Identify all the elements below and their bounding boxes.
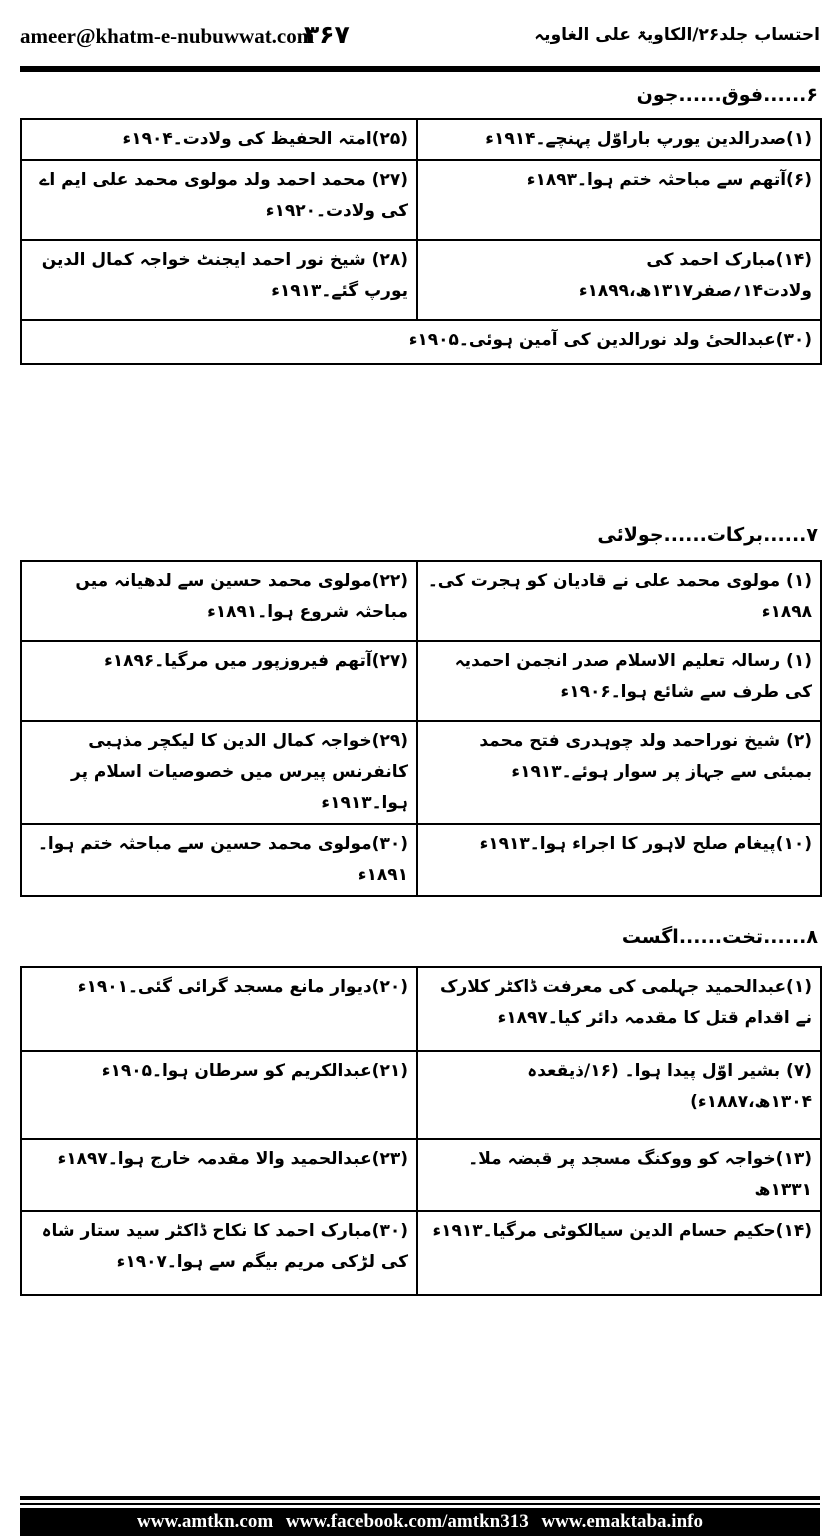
table-cell: (۷) بشیر اوّل پیدا ہوا۔ (۱۶/ذیقعدہ ۱۳۰۴ھ،۱۸۸۷ء)	[417, 1051, 821, 1139]
table-cell: (۲۰)دیوار مانع مسجد گرائی گئی۔۱۹۰۱ء	[21, 967, 417, 1051]
table-june	[20, 118, 822, 365]
table-cell: (۱)عبدالحمید جہلمی کی معرفت ڈاکٹر کلارک نے اقدام قتل کا مقدمہ دائر کیا۔۱۸۹۷ء	[417, 967, 821, 1051]
table-row	[21, 320, 821, 364]
table-cell: (۱)صدرالدین یورپ باراوّل پہنچے۔۱۹۱۴ء	[417, 119, 821, 160]
table-cell: (۲) شیخ نوراحمد ولد چوہدری فتح محمد بمبئی سے جہاز پر سوار ہوئے۔۱۹۱۳ء	[417, 721, 821, 824]
page-header	[20, 22, 820, 56]
table-row	[21, 967, 821, 1051]
table-row	[21, 721, 821, 824]
footer-links[interactable]: www.amtkn.com www.facebook.com/amtkn313 www.emaktaba.info	[20, 1508, 820, 1536]
table-cell: (۲۱)عبدالکریم کو سرطان ہوا۔۱۹۰۵ء	[21, 1051, 417, 1139]
table-cell: (۲۸) شیخ نور احمد ایجنٹ خواجہ کمال الدین یورپ گئے۔۱۹۱۳ء	[21, 240, 417, 320]
table-cell: (۱۳)خواجہ کو ووکنگ مسجد پر قبضہ ملا۔۱۳۳۱ھ	[417, 1139, 821, 1211]
table-row	[21, 1139, 821, 1211]
table-cell: (۱) رسالہ تعلیم الاسلام صدر انجمن احمدیہ کی طرف سے شائع ہوا۔۱۹۰۶ء	[417, 641, 821, 721]
table-august	[20, 966, 822, 1296]
table-row	[21, 1211, 821, 1295]
email-address[interactable]: ameer@khatm-e-nubuwwat.com	[20, 24, 315, 48]
table-row	[21, 240, 821, 320]
table-cell: (۱) مولوی محمد علی نے قادیان کو ہجرت کی۔ ۱۸۹۸ء	[417, 561, 821, 641]
header-rule	[20, 66, 820, 72]
footer-rule-thin	[20, 1503, 820, 1505]
table-row	[21, 160, 821, 240]
table-row	[21, 561, 821, 641]
table-cell: (۲۲)مولوی محمد حسین سے لدھیانہ میں مباحثہ شروع ہوا۔۱۸۹۱ء	[21, 561, 417, 641]
table-cell: (۱۰)پیغام صلح لاہور کا اجراء ہوا۔۱۹۱۳ء	[417, 824, 821, 896]
table-cell: (۱۴)حکیم حسام الدین سیالکوٹی مرگیا۔۱۹۱۳ء	[417, 1211, 821, 1295]
table-cell: (۳۰)مولوی محمد حسین سے مباحثہ ختم ہوا۔۱۸۹۱ء	[21, 824, 417, 896]
table-cell: (۲۷)آتھم فیروزپور میں مرگیا۔۱۸۹۶ء	[21, 641, 417, 721]
table-row	[21, 119, 821, 160]
table-cell: (۲۳)عبدالحمید والا مقدمہ خارج ہوا۔۱۸۹۷ء	[21, 1139, 417, 1211]
table-july	[20, 560, 822, 897]
book-title: احتساب جلد۲۶/الکاویۃ علی الغاویہ	[534, 25, 820, 45]
table-cell: (۲۷) محمد احمد ولد مولوی محمد علی ایم اے کی ولادت۔۱۹۲۰ء	[21, 160, 417, 240]
section-title-august: ۸......تخت......اگست	[621, 926, 818, 948]
table-cell: (۲۹)خواجہ کمال الدین کا لیکچر مذہبی کانفرنس پیرس میں خصوصیات اسلام پر ہوا۔۱۹۱۳ء	[21, 721, 417, 824]
table-cell-full: (۳۰)عبدالحیٔ ولد نورالدین کی آمین ہوئی۔۱۹۰۵ء	[21, 320, 821, 364]
table-row	[21, 824, 821, 896]
table-cell: (۶)آتھم سے مباحثہ ختم ہوا۔۱۸۹۳ء	[417, 160, 821, 240]
table-row	[21, 1051, 821, 1139]
section-title-july: ۷......برکات......جولائی	[597, 524, 818, 546]
table-cell: (۳۰)مبارک احمد کا نکاح ڈاکٹر سید ستار شاہ کی لڑکی مریم بیگم سے ہوا۔۱۹۰۷ء	[21, 1211, 417, 1295]
footer-rule	[20, 1496, 820, 1500]
table-cell: (۱۴)مبارک احمد کی ولادت۱۴؍صفر۱۳۱۷ھ،۱۸۹۹ء	[417, 240, 821, 320]
page-number: ۳۶۷	[304, 20, 350, 49]
section-title-june: ۶......فوق......جون	[636, 84, 818, 106]
table-row	[21, 641, 821, 721]
table-cell: (۲۵)امتہ الحفیظ کی ولادت۔۱۹۰۴ء	[21, 119, 417, 160]
